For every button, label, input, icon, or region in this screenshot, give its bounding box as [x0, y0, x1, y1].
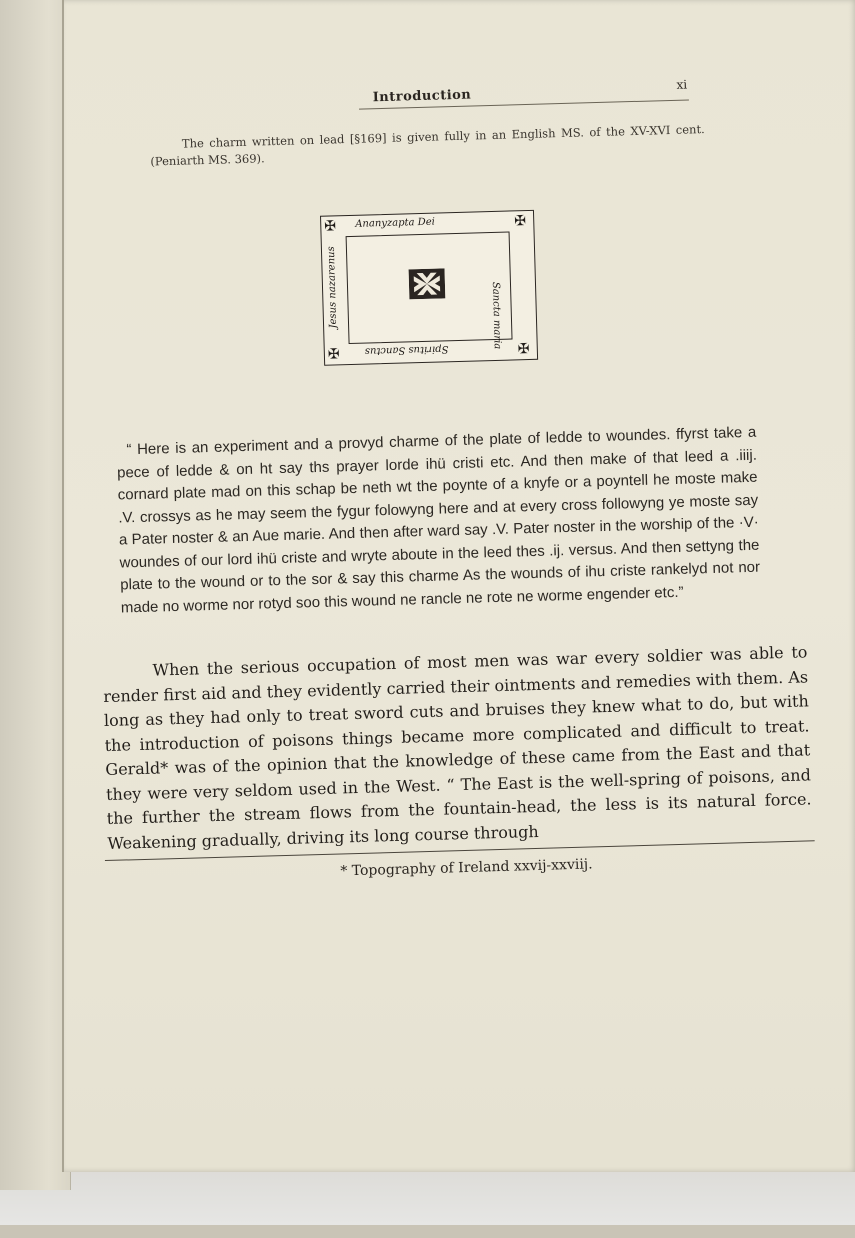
- charm-inscription-left: Jesus nazarenus: [325, 246, 340, 329]
- page-number: xi: [676, 77, 688, 92]
- body-paragraph: When the serious occupation of most men was war every soldier was able to render first aid and they evidently carried their ointments and remedies with them. As long as they had only to treat sword cuts and bruises they knew what to do, but with the introduction of poisons things became more complicated and difficult to treat. Gerald* was of the opinion that the knowledge of these came from the East and that they were very seldom used in the West. “ The East is the well-spring of poisons, and the further the stream flows from the fountain-head, the less is its natural force. Weakening gradually, driving its long course through: [103, 642, 812, 853]
- charm-figure: [320, 210, 538, 366]
- charm-quotation: “ Here is an experiment and a provyd charme of the plate of ledde to woundes. ffyrst take a pece of ledde & on ht say ths prayer lorde ihü cristi etc. And then make of that leed a .iiij. cornard plate mad on this schap be neth wt the poynte of a knyfe or a poyntell he moste make .V. crossys as he may seem the fygur folowyng here and at every cross followyng ye moste say a Pater noster & an Aue marie. And then after ward say .V. Pater noster in the worship of the ·V· woundes of our lord ihü criste and wryte aboute in the leed thes .ij. versus. And then settyng the plate to the wound or to the sor & say this charme As the wounds of ihu criste rankelyd not nor made no worme nor rotyd soo this wound ne rancle ne rote ne worme engender etc.”: [116, 423, 761, 617]
- corner-cross-icon: ✠: [517, 341, 530, 358]
- charm-inscription-top: Ananyzapta Dei: [355, 216, 436, 230]
- intro-note: The charm written on lead [§169] is given fully in an English MS. of the XV-XVI cent. (Peniarth MS. 369).: [150, 122, 705, 169]
- charm-inscription-bottom: Spiritus Sanctus: [364, 343, 449, 357]
- corner-cross-icon: ✠: [327, 346, 340, 363]
- running-head: Introduction: [372, 87, 472, 106]
- corner-cross-icon: ✠: [514, 213, 527, 230]
- maltese-cross-icon: [409, 268, 446, 299]
- footnote: * Topography of Ireland xxvij-xxviij.: [340, 856, 593, 880]
- charm-inscription-right: Sancta maria: [489, 281, 503, 350]
- corner-cross-icon: ✠: [324, 218, 337, 235]
